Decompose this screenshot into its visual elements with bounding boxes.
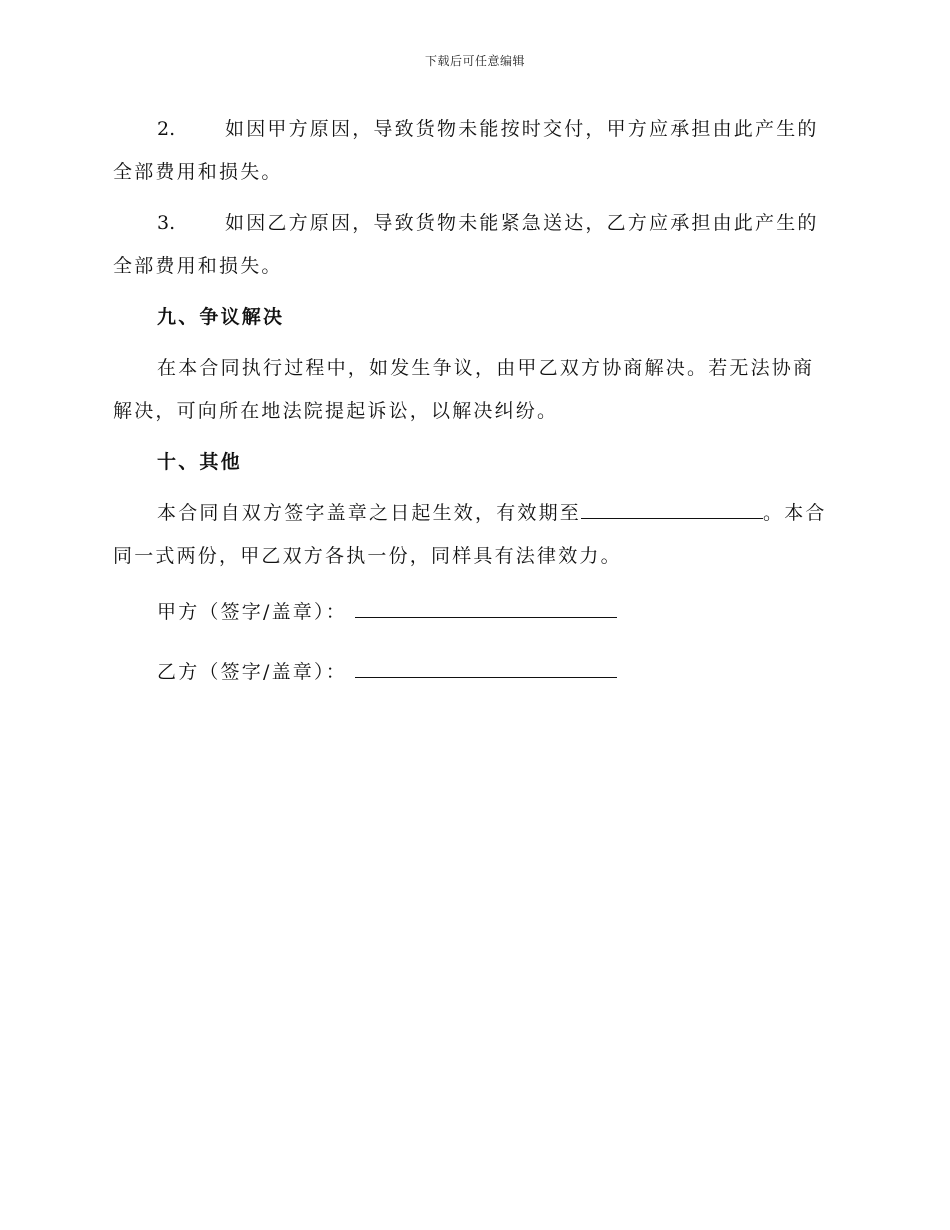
section-10-body <box>113 492 833 578</box>
clause-item-3-text: 如因乙方原因，导致货物未能紧急送达，乙方应承担由此产生的全部费用和损失。 <box>113 212 819 277</box>
party-a-signature-row <box>113 586 833 638</box>
party-b-signature-row <box>113 646 833 698</box>
clause-item-2-number: 2. <box>157 118 176 140</box>
section-10-heading: 十、其他 <box>157 451 242 473</box>
party-b-signature-blank[interactable] <box>355 655 617 678</box>
party-a-signature-label: 甲方（签字/盖章）： <box>157 601 347 623</box>
section-10-body-start: 本合同自双方签字盖章之日起生效，有效期至 <box>157 502 582 524</box>
validity-date-blank[interactable] <box>581 496 763 519</box>
section-9-body: 在本合同执行过程中，如发生争议，由甲乙双方协商解决。若无法协商解决，可向所在地法院提起诉讼，以解决纠纷。 <box>113 357 815 422</box>
clause-item-3 <box>113 202 833 288</box>
clause-item-3-number: 3. <box>157 212 176 234</box>
clause-item-2-text: 如因甲方原因，导致货物未能按时交付，甲方应承担由此产生的全部费用和损失。 <box>113 118 819 183</box>
page-header: 下载后可任意编辑 <box>424 54 525 68</box>
document-body <box>113 108 833 706</box>
section-9-heading: 九、争议解决 <box>157 306 285 328</box>
clause-item-2 <box>113 108 833 194</box>
party-a-signature-blank[interactable] <box>355 595 617 618</box>
section-10-body-end: 。本合同一式两份，甲乙双方各执一份，同样具有法律效力。 <box>113 502 827 567</box>
party-b-signature-label: 乙方（签字/盖章）： <box>157 661 347 683</box>
